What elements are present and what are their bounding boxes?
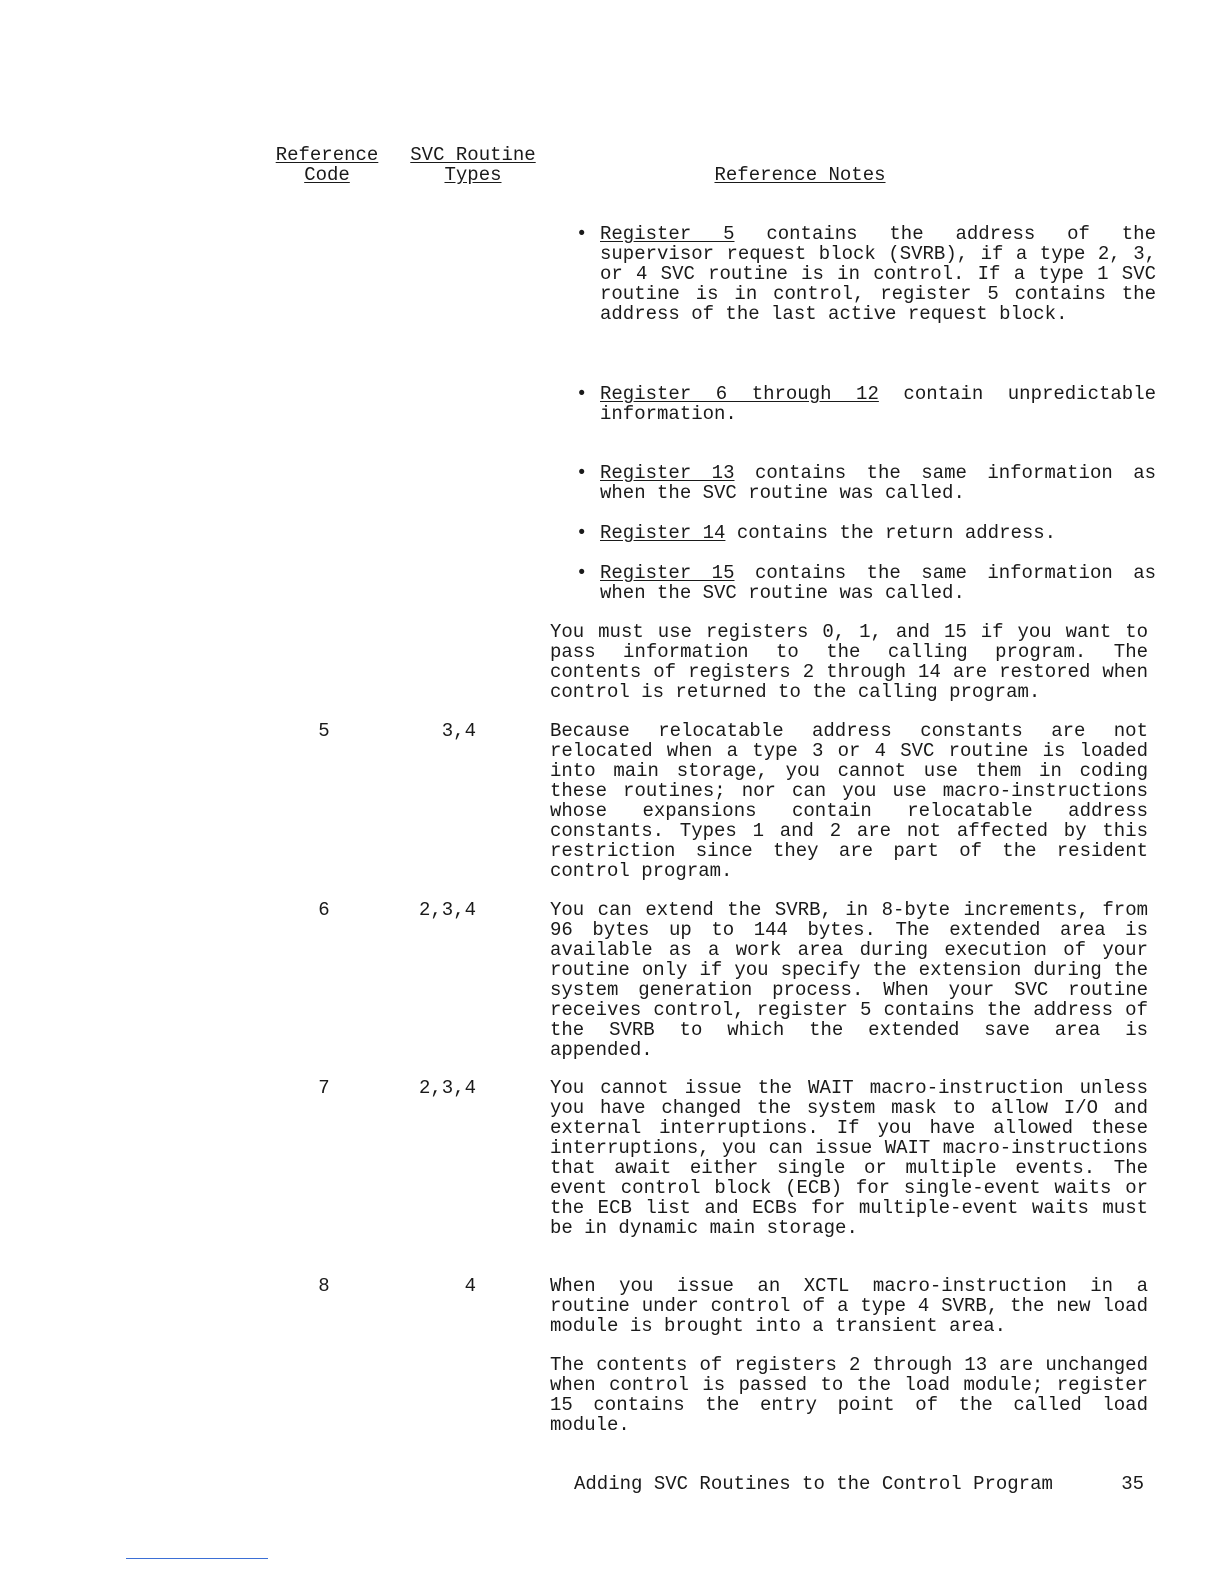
column-header-reference-code: [268, 145, 386, 185]
bottom-divider: [126, 1558, 268, 1559]
bullet-icon: •: [576, 383, 588, 405]
register-description: contains the same information as when the SVC routine was called.: [600, 562, 1157, 604]
svc-routine-types: 3,4: [441, 720, 476, 742]
svc-routine-types: 2,3,4: [418, 1077, 476, 1099]
footer-title: Adding SVC Routines to the Control Program: [574, 1473, 1053, 1495]
register-5-note: [576, 224, 1156, 324]
register-description: contains the return address.: [725, 522, 1057, 544]
final-paragraph: The contents of registers 2 through 13 are unchanged when control is passed to the load module; register 15 contains the entry point of the called load module.: [550, 1354, 1148, 1436]
register-14-note: [576, 523, 1156, 543]
page-footer: [574, 1474, 1154, 1494]
bullet-icon: •: [576, 522, 588, 544]
register-label: Register 13: [600, 462, 735, 484]
register-label: Register 6 through 12: [600, 383, 879, 405]
header-reference-line1: Reference: [275, 144, 379, 166]
header-types-line2: Types: [444, 164, 502, 186]
bullet-icon: •: [576, 462, 588, 484]
reference-code: 6: [318, 899, 330, 921]
register-13-note: [576, 463, 1156, 503]
reference-code: 7: [318, 1077, 330, 1099]
register-6-12-note: [576, 384, 1156, 424]
page-number: 35: [1121, 1473, 1144, 1495]
bullet-icon: •: [576, 223, 588, 245]
register-description: contains the address of the supervisor request block (SVRB), if a type 2, 3, or 4 SVC routine is in control. If a type 1 SVC routine is in control, register 5 contains the address of the last active request block.: [600, 223, 1156, 325]
svc-routine-types: 4: [464, 1275, 476, 1297]
header-svc-routine-line1: SVC Routine: [410, 144, 536, 166]
register-description: contain unpredictable information.: [600, 383, 1156, 425]
reference-note: Because relocatable address constants are not relocated when a type 3 or 4 SVC routine is loaded into main storage, you cannot use them in coding these routines; nor can you use macro-instructions whose expansions contain relocatable address constants. Types 1 and 2 are not affected by this restriction since they are part of the resident control program.: [550, 720, 1148, 882]
register-15-note: [576, 563, 1156, 603]
register-label: Register 14: [600, 522, 726, 544]
header-code-line2: Code: [304, 164, 350, 186]
intro-paragraph: You must use registers 0, 1, and 15 if you want to pass information to the calling program. The contents of registers 2 through 14 are restored when control is returned to the calling program.: [550, 621, 1148, 703]
svc-routine-types: 2,3,4: [418, 899, 476, 921]
reference-code: 8: [318, 1275, 330, 1297]
column-header-svc-routine-types: [404, 145, 542, 185]
bullet-icon: •: [576, 562, 588, 584]
register-label: Register 5: [600, 223, 735, 245]
column-header-reference-notes: Reference Notes: [714, 164, 886, 186]
reference-note: You can extend the SVRB, in 8-byte increments, from 96 bytes up to 144 bytes. The extended area is available as a work area during execution of your routine only if you specify the extension during the system generation process. When your SVC routine receives control, register 5 contains the address of the SVRB to which the extended save area is appended.: [550, 899, 1148, 1061]
register-label: Register 15: [600, 562, 735, 584]
reference-note: You cannot issue the WAIT macro-instruction unless you have changed the system mask to allow I/O and external interruptions. If you have allowed these interruptions, you can issue WAIT macro-instructions that await either single or multiple events. The event control block (ECB) for single-event waits or the ECB list and ECBs for multiple-event waits must be in dynamic main storage.: [550, 1077, 1148, 1239]
register-description: contains the same information as when the SVC routine was called.: [600, 462, 1157, 504]
reference-note: When you issue an XCTL macro-instruction in a routine under control of a type 4 SVRB, the new load module is brought into a transient area.: [550, 1275, 1148, 1337]
reference-code: 5: [318, 720, 330, 742]
